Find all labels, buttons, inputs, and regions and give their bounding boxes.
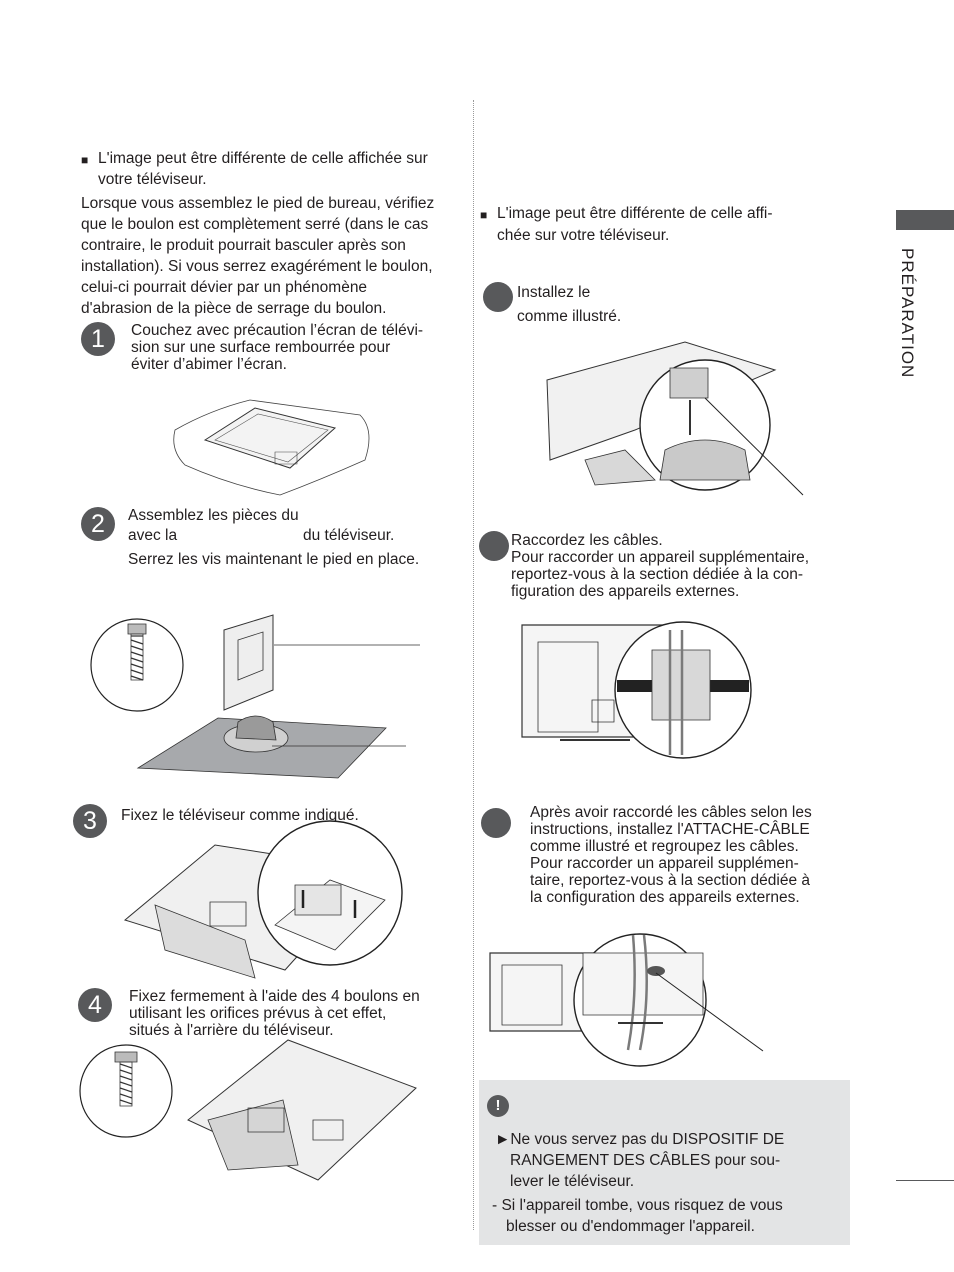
caution-icon: ! bbox=[487, 1095, 509, 1117]
note-item2 bbox=[492, 1195, 783, 1237]
step-bullet-c bbox=[481, 808, 511, 838]
bolt-detail-icon bbox=[79, 1044, 173, 1138]
bullet-square-icon: ■ bbox=[480, 208, 488, 222]
step-number-2: 2 bbox=[81, 507, 115, 541]
warning-line: celui-ci pourrait dévier par un phénomène bbox=[81, 279, 368, 296]
stepA-line2: comme illustré. bbox=[517, 308, 622, 325]
warning-line: que le boulon est complètement serré (dans le cas bbox=[81, 216, 429, 233]
warning-paragraph bbox=[81, 193, 481, 319]
step4-text bbox=[129, 988, 420, 1039]
bullet-square-icon: ■ bbox=[81, 153, 89, 167]
stepC-line: Après avoir raccordé les câbles selon les bbox=[530, 804, 812, 821]
stand-assembly-illustration bbox=[138, 610, 423, 780]
right-image-note-line2: chée sur votre téléviseur. bbox=[497, 227, 670, 244]
note-line: ►Ne vous servez pas du DISPOSITIF DE bbox=[495, 1131, 785, 1148]
tv-bolted-stand-illustration bbox=[188, 1040, 418, 1185]
stepC-line: instructions, installez l'ATTACHE-CÂBLE bbox=[530, 821, 810, 838]
step2-line3: Serrez les vis maintenant le pied en place. bbox=[128, 551, 420, 568]
step1-line: Couchez avec précaution l’écran de télévi- bbox=[131, 322, 424, 339]
section-tab bbox=[896, 210, 954, 230]
warning-line: d'abrasion de la pièce de serrage du boulon. bbox=[81, 300, 387, 317]
image-note-line2: votre téléviseur. bbox=[98, 171, 207, 188]
stepB-line: Pour raccorder un appareil supplémentaire, bbox=[511, 549, 810, 566]
step2-line2a: avec la bbox=[128, 527, 178, 544]
page-number-rule bbox=[896, 1180, 954, 1181]
warning-line: contraire, le produit pourrait basculer après son bbox=[81, 237, 406, 254]
note-line: - Si l'appareil tombe, vous risquez de vous bbox=[492, 1197, 783, 1214]
step2-line2b: du téléviseur. bbox=[303, 527, 395, 544]
note-line: blesser ou d'endommager l'appareil. bbox=[506, 1218, 755, 1235]
stepB-line: figuration des appareils externes. bbox=[511, 583, 740, 600]
stepB-line: reportez-vous à la section dédiée à la con- bbox=[511, 566, 804, 583]
tv-on-cushion-illustration bbox=[170, 390, 380, 500]
step-number-3: 3 bbox=[73, 804, 107, 838]
tv-cable-routing-illustration bbox=[520, 620, 750, 760]
stepC-line: comme illustré et regroupez les câbles. bbox=[530, 838, 799, 855]
note-line: lever le téléviseur. bbox=[510, 1173, 635, 1190]
step-number-1: 1 bbox=[81, 322, 115, 356]
stepC-line: taire, reportez-vous à la section dédiée à bbox=[530, 872, 811, 889]
step-number-4: 4 bbox=[78, 988, 112, 1022]
step2-line1: Assemblez les pièces du bbox=[128, 507, 299, 524]
note-line: RANGEMENT DES CÂBLES pour sou- bbox=[510, 1152, 781, 1169]
step4-line: situés à l'arrière du téléviseur. bbox=[129, 1022, 334, 1039]
step1-line: sion sur une surface rembourrée pour bbox=[131, 339, 391, 356]
tv-attach-stand-illustration bbox=[125, 830, 405, 980]
right-image-note-line1: L'image peut être différente de celle affi- bbox=[497, 205, 773, 222]
tv-back-holder-illustration bbox=[545, 330, 805, 495]
step1-text bbox=[131, 322, 423, 373]
step4-line: Fixez fermement à l'aide des 4 boulons en bbox=[129, 988, 420, 1005]
step-bullet-a bbox=[483, 282, 513, 312]
stepA-line1: Installez le bbox=[517, 284, 591, 301]
step1-line: éviter d’abimer l’écran. bbox=[131, 356, 287, 373]
step-bullet-b bbox=[479, 531, 509, 561]
stepC-line: la configuration des appareils externes. bbox=[530, 889, 800, 906]
image-note-line1: L'image peut être différente de celle affichée sur bbox=[98, 150, 428, 167]
stepB-line: Raccordez les câbles. bbox=[511, 532, 663, 549]
step3-text: Fixez le téléviseur comme indiqué. bbox=[121, 807, 359, 824]
warning-line: installation). Si vous serrez exagérément le boulon, bbox=[81, 258, 433, 275]
warning-line: Lorsque vous assemblez le pied de bureau, vérifiez bbox=[81, 195, 435, 212]
stepB-text bbox=[511, 532, 809, 600]
step4-line: utilisant les orifices prévus à cet effet, bbox=[129, 1005, 387, 1022]
note-item1 bbox=[495, 1129, 784, 1192]
stepC-line: Pour raccorder un appareil supplémen- bbox=[530, 855, 799, 872]
section-label: PRÉPARATION bbox=[898, 248, 917, 379]
cable-tie-illustration bbox=[488, 915, 768, 1055]
stepC-text bbox=[530, 804, 812, 906]
